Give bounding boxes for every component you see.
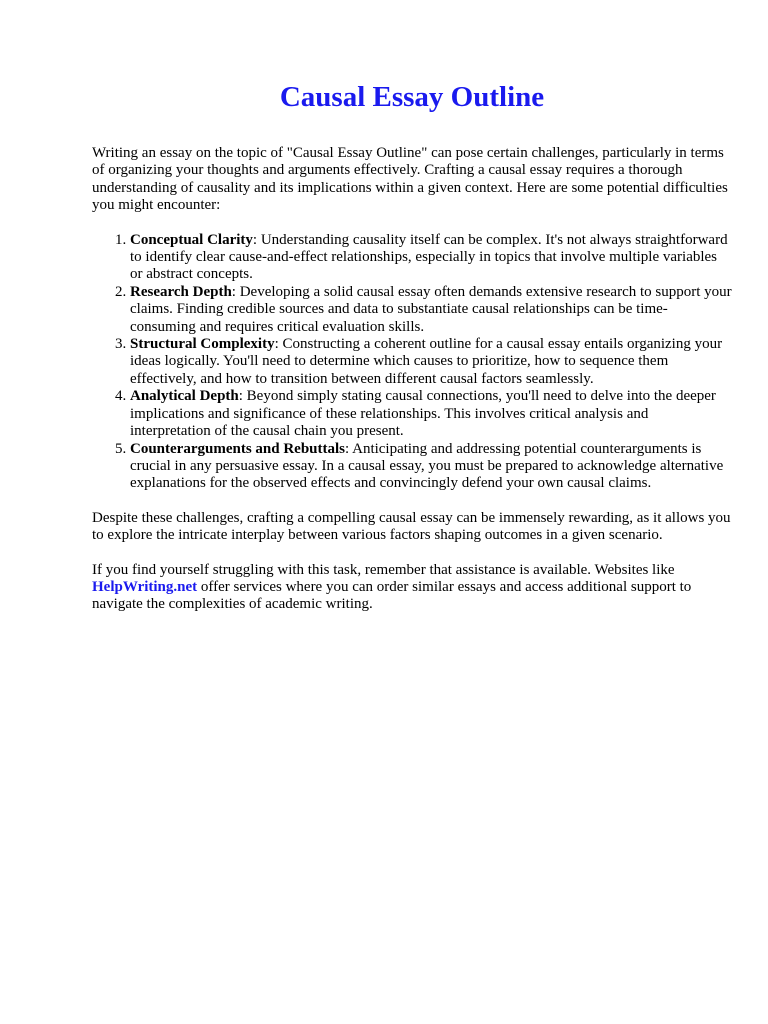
intro-paragraph: Writing an essay on the topic of "Causal Essay Outline" can pose certain challenges, particularly in terms of organizing your thoughts and arguments effectively. Crafting a causal essay requires a thorough understanding of causality and its implications within a given context. Here are some potential difficulties you might encounter: <box>92 145 728 214</box>
document-page <box>92 80 732 614</box>
list-item <box>130 336 732 388</box>
list-item-term: Structural Complexity <box>130 336 275 353</box>
list-item-text: : Constructing a coherent outline for a causal essay entails organizing your ideas logically. You'll need to determine which causes to prioritize, how to sequence them effectively, and how to transition between different causal factors seamlessly. <box>130 336 723 387</box>
list-item-text: : Understanding causality itself can be complex. It's not always straightforward to identify clear cause-and-effect relationships, especially in topics that involve multiple variables or abstract concepts. <box>130 231 728 283</box>
list-item <box>130 284 732 336</box>
list-item-term: Research Depth <box>130 283 232 300</box>
list-item-text: : Developing a solid causal essay often demands extensive research to support your claims. Finding credible sources and data to substantiate causal relationships can be time-consuming and requires critical evaluation skills. <box>130 283 732 335</box>
list-item <box>130 388 732 440</box>
assistance-paragraph <box>92 562 732 614</box>
page-title: Causal Essay Outline <box>279 81 545 113</box>
conclusion-paragraph: Despite these challenges, crafting a compelling causal essay can be immensely rewarding, as it allows you to explore the intricate interplay between various factors shaping outcomes in a given scenario. <box>92 509 731 544</box>
list-item-text: : Beyond simply stating causal connections, you'll need to delve into the deeper implications and significance of these relationships. This involves critical analysis and interpretation of the causal chain you present. <box>130 388 716 440</box>
list-item-term: Analytical Depth <box>130 388 239 405</box>
assistance-text-before: If you find yourself struggling with this task, remember that assistance is available. Websites like <box>92 561 675 578</box>
list-item-term: Counterarguments and Rebuttals <box>130 440 346 457</box>
difficulties-list <box>92 232 732 493</box>
assistance-text-after: offer services where you can order similar essays and access additional support to navigate the complexities of academic writing. <box>92 578 692 613</box>
list-item-text: : Anticipating and addressing potential counterarguments is crucial in any persuasive essay. In a causal essay, you must be prepared to acknowledge alternative explanations for the observed effects and convincingly defend your own causal claims. <box>130 440 724 492</box>
list-item <box>130 232 732 284</box>
helpwriting-link[interactable]: HelpWriting.net <box>92 578 198 595</box>
list-item-term: Conceptual Clarity <box>130 231 253 248</box>
list-item <box>130 441 732 493</box>
